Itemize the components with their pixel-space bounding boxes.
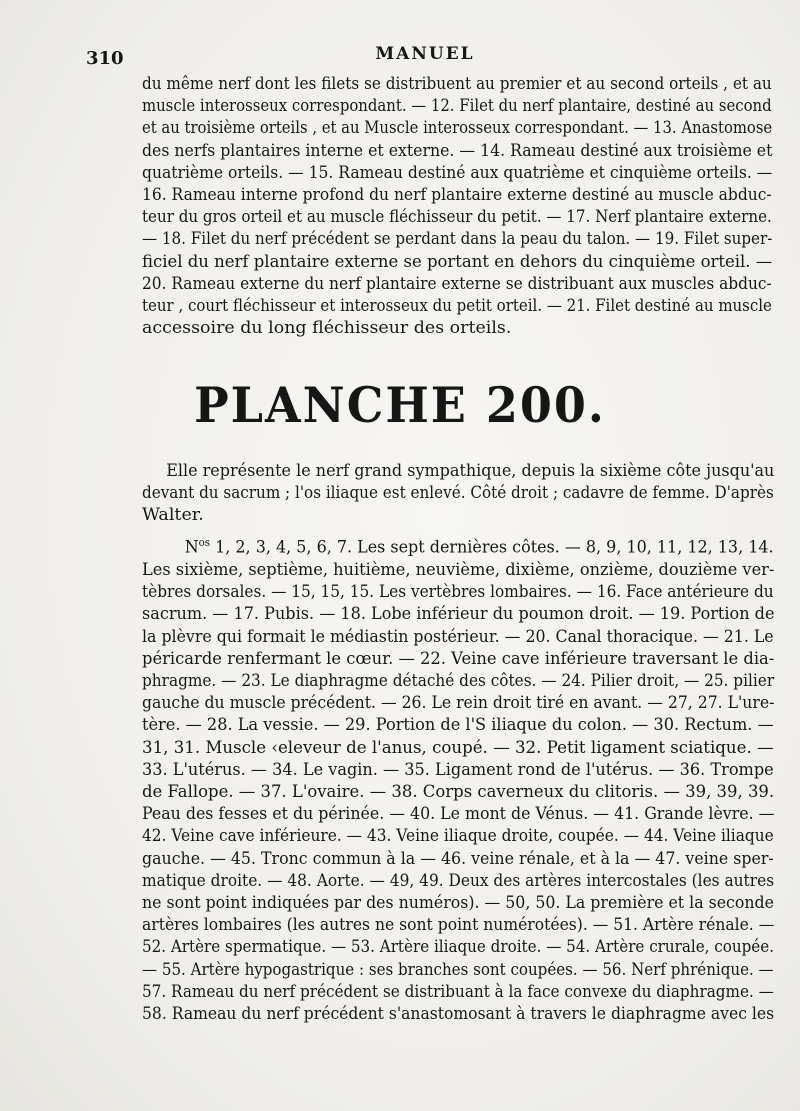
page-number: 310 <box>86 48 124 69</box>
intro-line: devant du sacrum ; l'os iliaque est enlevé. Côté droit ; cadavre de femme. D'après <box>142 483 774 504</box>
legend-line: tèbres dorsales. — 15, 15, 15. Les vertèbres lombaires. — 16. Face antérieure du <box>142 582 774 603</box>
continuation-line: quatrième orteils. — 15. Rameau destiné aux quatrième et cinquième orteils. — <box>142 162 773 183</box>
legend-numero-superscript: os <box>198 536 211 549</box>
continuation-line: muscle interosseux correspondant. — 12. Filet du nerf plantaire, destiné au second <box>142 96 772 117</box>
legend-line: gauche du muscle précédent. — 26. Le rein droit tiré en avant. — 27, 27. L'ure- <box>142 693 775 714</box>
running-title: MANUEL <box>375 44 475 64</box>
legend-line: phragme. — 23. Le diaphragme détaché des côtes. — 24. Pilier droit, — 25. pilier <box>142 670 775 691</box>
continuation-line: — 18. Filet du nerf précédent se perdant dans la peau du talon. — 19. Filet super- <box>142 229 773 250</box>
legend-line: artères lombaires (les autres ne sont point numérotées). — 51. Artère rénale. — <box>142 915 775 936</box>
legend-line: sacrum. — 17. Pubis. — 18. Lobe inférieur du poumon droit. — 19. Portion de <box>142 604 775 625</box>
intro-line: Walter. <box>142 505 204 526</box>
legend-line: la plèvre qui formait le médiastin postérieur. — 20. Canal thoracique. — 21. Le <box>142 626 774 647</box>
legend-line: 31, 31. Muscle ‹eleveur de l'anus, coupé. — 32. Petit ligament sciatique. — <box>142 737 774 758</box>
legend-line: 58. Rameau du nerf précédent s'anastomosant à travers le diaphragme avec les <box>142 1004 775 1024</box>
continuation-line: et au troisième orteils , et au Muscle interosseux correspondant. — 13. Anastomose <box>142 118 773 139</box>
continuation-line: teur , court fléchisseur et interosseux du petit orteil. — 21. Filet destiné au muscle <box>142 296 772 317</box>
continuation-line: 16. Rameau interne profond du nerf plantaire externe destiné au muscle abduc- <box>142 185 772 206</box>
continuation-paragraph <box>142 73 773 339</box>
plate-title: PLANCHE 200. <box>194 376 606 434</box>
legend-line: Peau des fesses et du périnée. — 40. Le mont de Vénus. — 41. Grande lèvre. — <box>142 804 775 825</box>
plate-description <box>142 460 775 527</box>
continuation-line: accessoire du long fléchisseur des orteils. <box>142 318 512 339</box>
intro-line: Elle représente le nerf grand sympathique, depuis la sixième côte jusqu'au <box>166 461 775 481</box>
plate-legend <box>142 532 775 1025</box>
legend-line: 57. Rameau du nerf précédent se distribuant à la face convexe du diaphragme. — <box>142 981 774 1002</box>
legend-line: ne sont point indiquées par des numéros). — 50, 50. La première et la seconde <box>142 892 774 913</box>
legend-line: 33. L'utérus. — 34. Le vagin. — 35. Ligament rond de l'utérus. — 36. Trompe <box>142 759 774 780</box>
legend-line: tère. — 28. La vessie. — 29. Portion de l'S iliaque du colon. — 30. Rectum. — <box>142 715 774 736</box>
legend-first-line <box>142 532 774 559</box>
continuation-line: des nerfs plantaires interne et externe. — 14. Rameau destiné aux troisième et <box>142 140 773 161</box>
legend-line: — 55. Artère hypogastrique : ses branches sont coupées. — 56. Nerf phrénique. — <box>142 959 774 980</box>
legend-line: gauche. — 45. Tronc commun à la — 46. veine rénale, et à la — 47. veine sper- <box>142 848 774 869</box>
continuation-line: teur du gros orteil et au muscle fléchisseur du petit. — 17. Nerf plantaire externe. <box>142 207 772 228</box>
legend-line: de Fallope. — 37. L'ovaire. — 38. Corps caverneux du clitoris. — 39, 39, 39. <box>142 781 775 802</box>
legend-line: matique droite. — 48. Aorte. — 49, 49. Deux des artères intercostales (les autres <box>142 870 775 891</box>
continuation-line: ficiel du nerf plantaire externe se portant en dehors du cinquième orteil. — <box>142 251 773 272</box>
legend-first-text: 1, 2, 3, 4, 5, 6, 7. Les sept dernières côtes. — 8, 9, 10, 11, 12, 13, 14. <box>210 537 774 558</box>
legend-line: Les sixième, septième, huitième, neuvième, dixième, onzième, douzième ver- <box>142 559 775 580</box>
legend-line: péricarde renfermant le cœur. — 22. Veine cave inférieure traversant le dia- <box>142 648 775 669</box>
continuation-line: du même nerf dont les filets se distribuent au premier et au second orteils , et au <box>142 74 772 94</box>
legend-line: 42. Veine cave inférieure. — 43. Veine iliaque droite, coupée. — 44. Veine iliaque <box>142 826 774 847</box>
legend-numero-prefix: N <box>184 537 199 558</box>
legend-line: 52. Artère spermatique. — 53. Artère iliaque droite. — 54. Artère crurale, coupée. <box>142 937 775 958</box>
continuation-line: 20. Rameau externe du nerf plantaire externe se distribuant aux muscles abduc- <box>142 273 772 294</box>
